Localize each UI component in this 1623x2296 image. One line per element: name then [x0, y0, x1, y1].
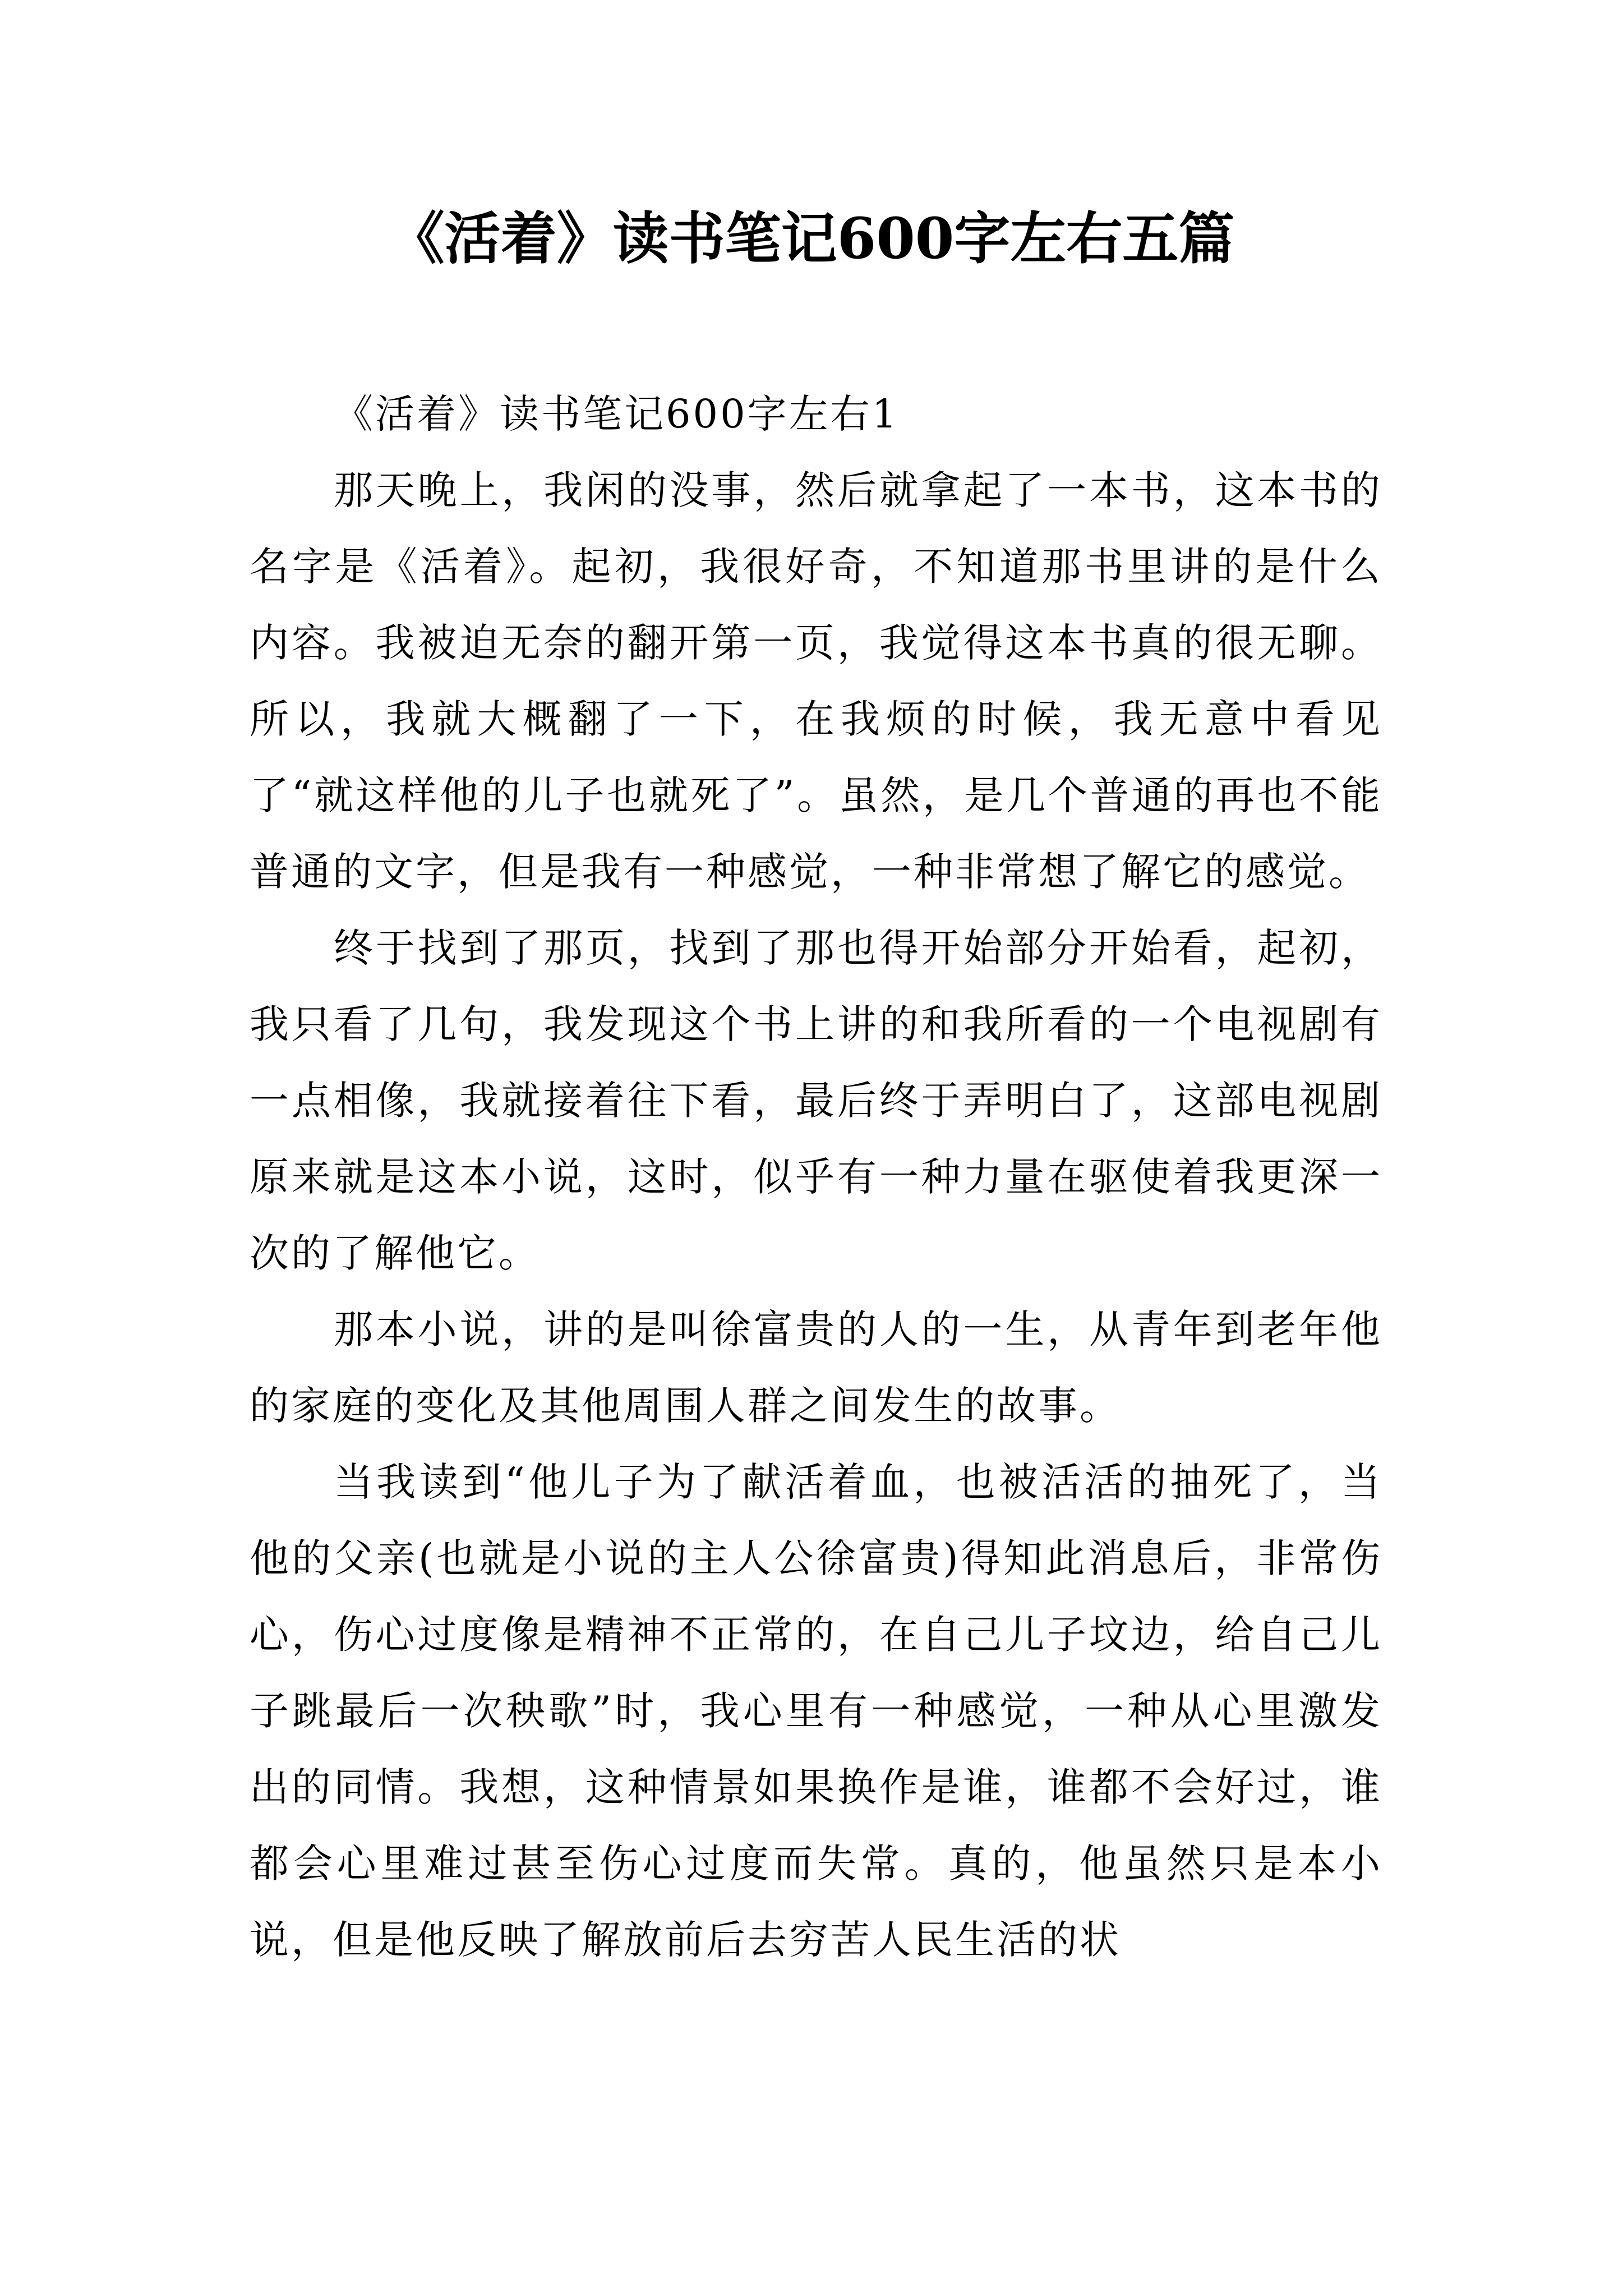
section-heading: 《活着》读书笔记600字左右1 — [334, 391, 900, 437]
document-body — [250, 376, 1382, 1978]
paragraph-1: 那天晚上，我闲的没事，然后就拿起了一本书，这本书的名字是《活着》。起初，我很好奇，不知道那书里讲的是什么内容。我被迫无奈的翻开第一页，我觉得这本书真的很无聊。所以，我就大概翻了一下，在我烦的时候，我无意中看见了“就这样他的儿子也就死了”。虽然，是几个普通的再也不能普通的文字，但是我有一种感觉，一种非常想了解它的感觉。 — [250, 467, 1382, 895]
document-title: 《活着》读书笔记600字左右五篇 — [388, 205, 1235, 272]
paragraph-4: 当我读到“他儿子为了献活着血，也被活活的抽死了，当他的父亲(也就是小说的主人公徐富贵)得知此消息后，非常伤心，伤心过度像是精神不正常的，在自己儿子坟边，给自己儿子跳最后一次秧歌”时，我心里有一种感觉，一种从心里激发出的同情。我想，这种情景如果换作是谁，谁都不会好过，谁都会心里难过甚至伤心过度而失常。真的，他虽然只是本小说，但是他反映了解放前后去穷苦人民生活的状 — [250, 1459, 1382, 1963]
paragraph-2: 终于找到了那页，找到了那也得开始部分开始看，起初，我只看了几句，我发现这个书上讲的和我所看的一个电视剧有一点相像，我就接着往下看，最后终于弄明白了，这部电视剧原来就是这本小说，这时，似乎有一种力量在驱使着我更深一次的了解他它。 — [250, 925, 1382, 1276]
paragraph-3: 那本小说，讲的是叫徐富贵的人的一生，从青年到老年他的家庭的变化及其他周围人群之间发生的故事。 — [250, 1306, 1382, 1429]
